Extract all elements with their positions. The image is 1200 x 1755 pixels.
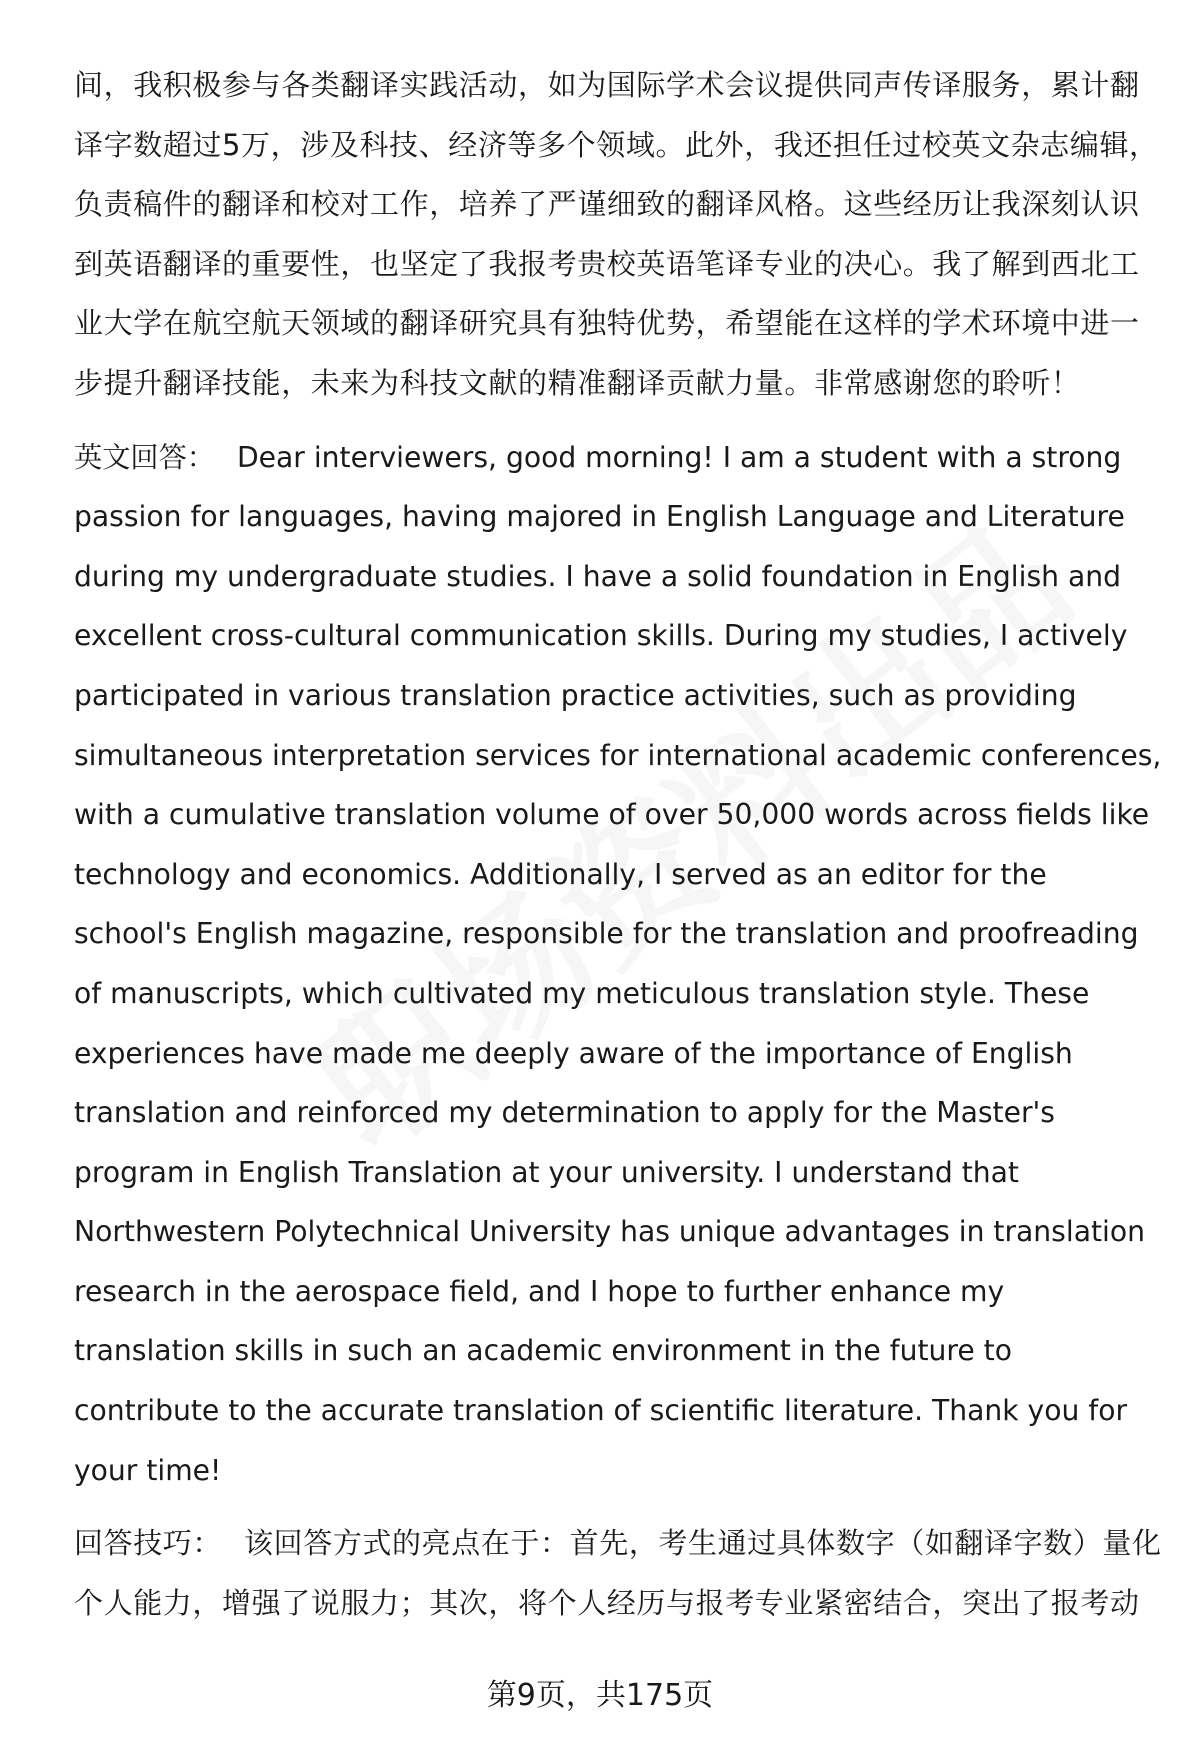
page-number-footer: 第9页，共175页 [486, 1678, 714, 1713]
english-answer-text: Dear interviewers, good morning! I am a student with a strong passion for languages, having majored in English Language and Literature during my undergraduate studies. I have a solid foundation in English and excellent cross-cultural communication skills. During my studies, I actively participated in various translation practice activities, such as providing simultaneous interpretation services for international academic conferences, with a cumulative translation volume of over 50,000 words across fields like technology and economics. Additionally, I served as an editor for the school's English magazine, responsible for the translation and proofreading of manuscripts, which cultivated my meticulous translation style. These experiences have made me deeply aware of the importance of English translation and reinforced my determination to apply for the Master's program in English Translation at your university. I understand that Northwestern Polytechnical University has unique advantages in translation research in the aerospace field, and I hope to further enhance my translation skills in such an academic environment in the future to contribute to the accurate translation of scientific literature. Thank you for your time! [74, 440, 1162, 1487]
english-answer-label: 英文回答： [74, 440, 215, 474]
chinese-answer-paragraph: 间，我积极参与各类翻译实践活动，如为国际学术会议提供同声传译服务，累计翻译字数超过5万，涉及科技、经济等多个领域。此外，我还担任过校英文杂志编辑，负责稿件的翻译和校对工作，培养了严谨细致的翻译风格。这些经历让我深刻认识到英语翻译的重要性，也坚定了我报考贵校英语笔译专业的决心。我了解到西北工业大学在航空航天领域的翻译研究具有独特优势，希望能在这样的学术环境中进一步提升翻译技能，未来为科技文献的精准翻译贡献力量。非常感谢您的聆听！ [74, 68, 1159, 400]
answer-tips-label: 回答技巧： [74, 1526, 223, 1561]
english-answer-paragraph [74, 428, 1164, 1501]
document-body [74, 56, 1164, 1633]
answer-tips-paragraph [74, 1514, 1164, 1633]
answer-tips-text: 该回答方式的亮点在于：首先，考生通过具体数字（如翻译字数）量化个人能力，增强了说服力；其次，将个人经历与报考专业紧密结合，突出了报考动 [74, 1526, 1162, 1620]
